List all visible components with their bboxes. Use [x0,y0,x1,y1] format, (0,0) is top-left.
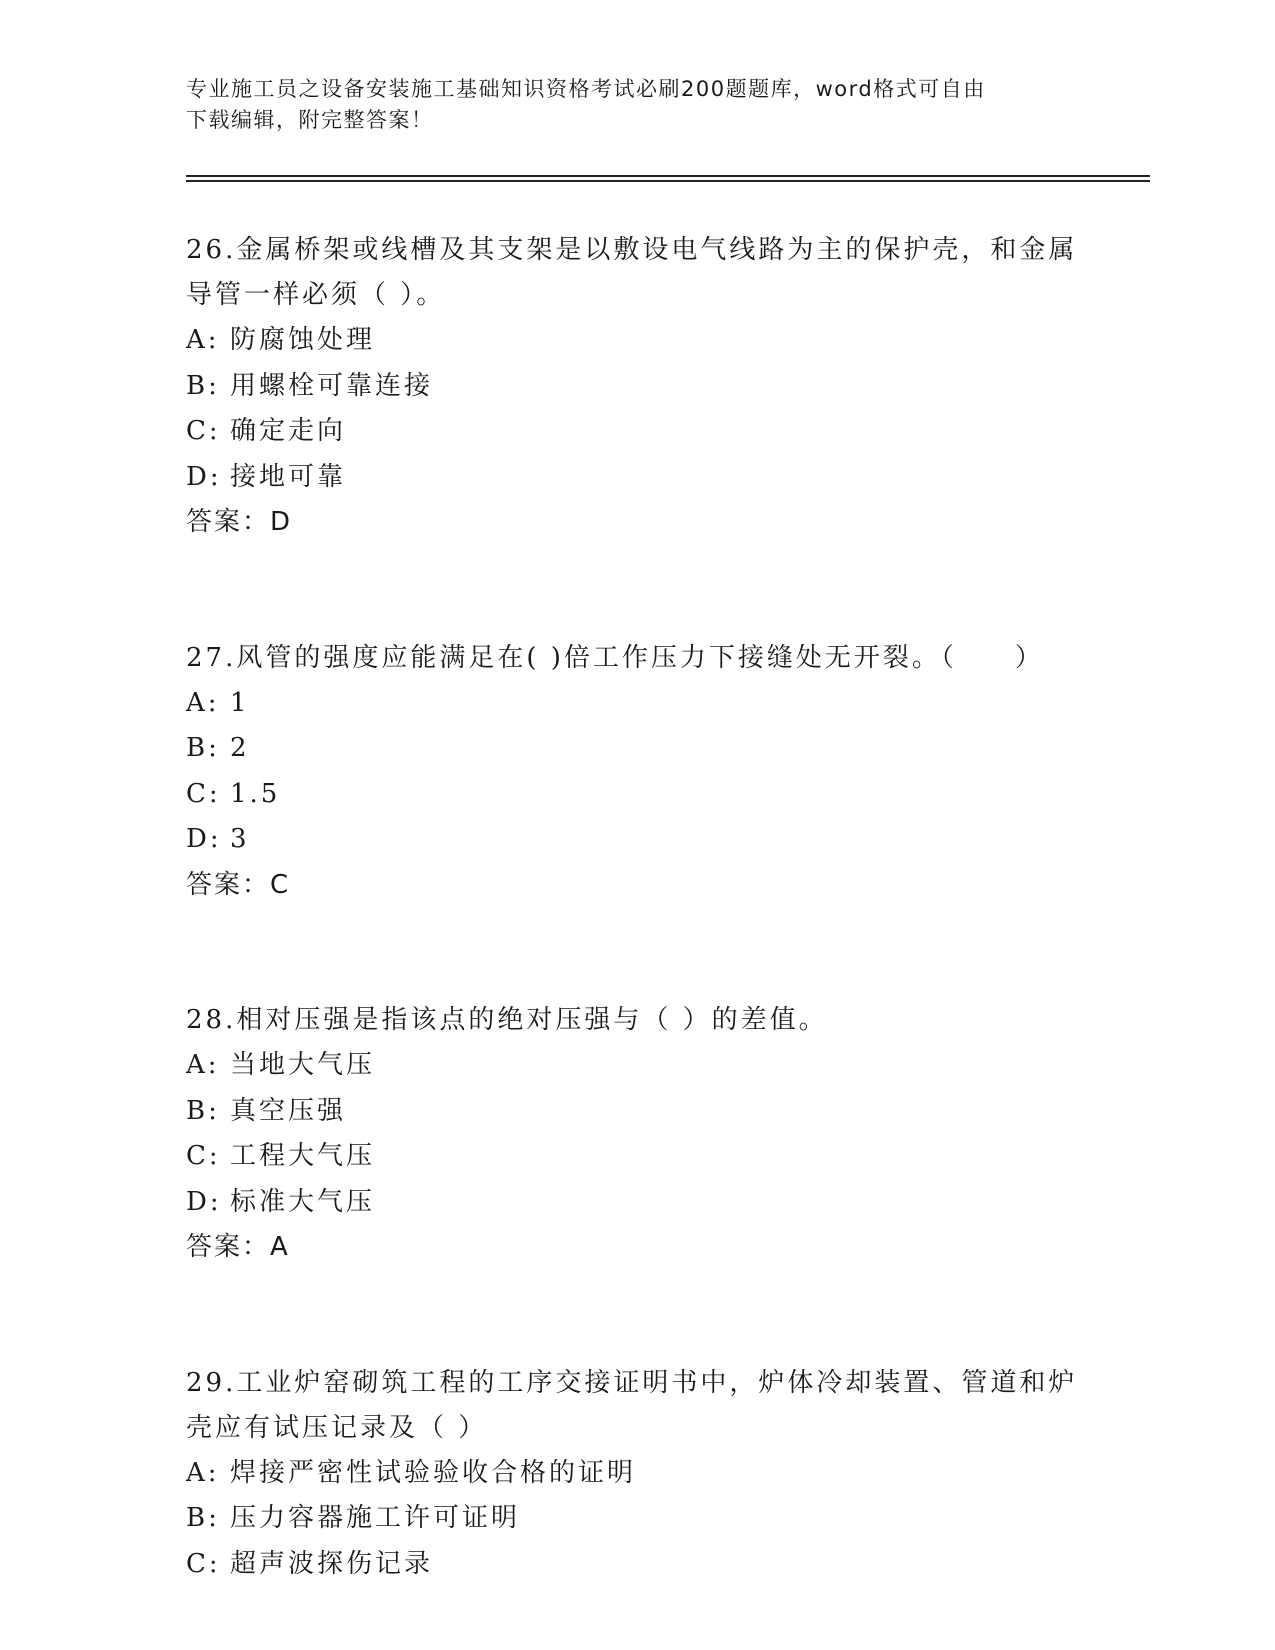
answer: 答案：C [186,869,291,900]
option-a [186,1043,1086,1089]
option-key: C: [186,1548,221,1579]
question-text [186,998,1086,1043]
option-text: 压力容器施工许可证明 [230,1503,521,1533]
option-d [186,817,1086,863]
option-text: 用螺栓可靠连接 [230,370,434,401]
option-a [186,318,1086,364]
header-divider-bottom [186,180,1150,182]
option-b [186,364,1086,410]
option-c [186,1542,1086,1588]
option-key: A: [186,1050,220,1080]
option-key: B: [186,1503,220,1533]
answer: 答案：A [186,1232,290,1262]
option-text: 3 [230,824,250,854]
question-text [186,1361,1086,1451]
question-text-line-1: 26.金属桥架或线槽及其支架是以敷设电气线路为主的保护壳，和金属 [186,235,1078,265]
option-b [186,1089,1086,1135]
header-line-2: 下载编辑，附完整答案！ [186,108,434,132]
option-text: 焊接严密性试验验收合格的证明 [230,1457,637,1488]
option-text: 防腐蚀处理 [230,325,376,355]
header-divider-top [186,175,1150,177]
option-d [186,1180,1086,1226]
question-29 [186,1361,1086,1588]
option-key: C: [186,778,221,809]
question-text [186,228,1086,318]
option-text: 超声波探伤记录 [230,1548,434,1579]
option-key: A: [186,325,220,355]
option-a [186,1451,1086,1497]
question-text-line-2: 导管一样必须（ ）。 [186,280,446,310]
option-key: B: [186,370,220,401]
question-27 [186,636,1086,909]
option-text: 标准大气压 [230,1186,376,1217]
document-header [186,74,1066,136]
option-text: 2 [230,733,250,763]
option-key: D: [186,1186,222,1217]
option-text: 当地大气压 [230,1050,376,1080]
question-28 [186,998,1086,1271]
option-d [186,455,1086,501]
answer: 答案：D [186,507,293,537]
option-key: D: [186,461,222,492]
option-text: 接地可靠 [230,461,347,492]
option-text: 真空压强 [230,1095,347,1126]
question-list [186,228,1086,1587]
question-text-line-2: 壳应有试压记录及（ ） [186,1412,488,1443]
question-text-line-1: 28.相对压强是指该点的绝对压强与（ ）的差值。 [186,1005,828,1035]
option-c [186,1134,1086,1180]
option-key: D: [186,824,222,854]
question-26 [186,228,1086,546]
question-text-line-1: 29.工业炉窑砌筑工程的工序交接证明书中，炉体冷却装置、管道和炉 [186,1367,1078,1398]
option-text: 1.5 [230,778,281,809]
option-text: 1 [230,687,250,718]
option-key: B: [186,1095,220,1126]
option-text: 确定走向 [230,416,347,446]
question-text [186,636,1086,681]
option-b [186,726,1086,772]
option-text: 工程大气压 [230,1141,376,1171]
option-key: B: [186,733,220,763]
question-text-line-1: 27.风管的强度应能满足在( )倍工作压力下接缝处无开裂。（ ） [186,642,1044,673]
option-b [186,1496,1086,1542]
option-key: C: [186,1141,221,1171]
option-c [186,772,1086,818]
header-line-1: 专业施工员之设备安装施工基础知识资格考试必刷200题题库，word格式可自由 [186,77,986,101]
option-a [186,681,1086,727]
option-key: A: [186,687,220,718]
option-key: A: [186,1457,220,1488]
option-key: C: [186,416,221,446]
option-c [186,409,1086,455]
